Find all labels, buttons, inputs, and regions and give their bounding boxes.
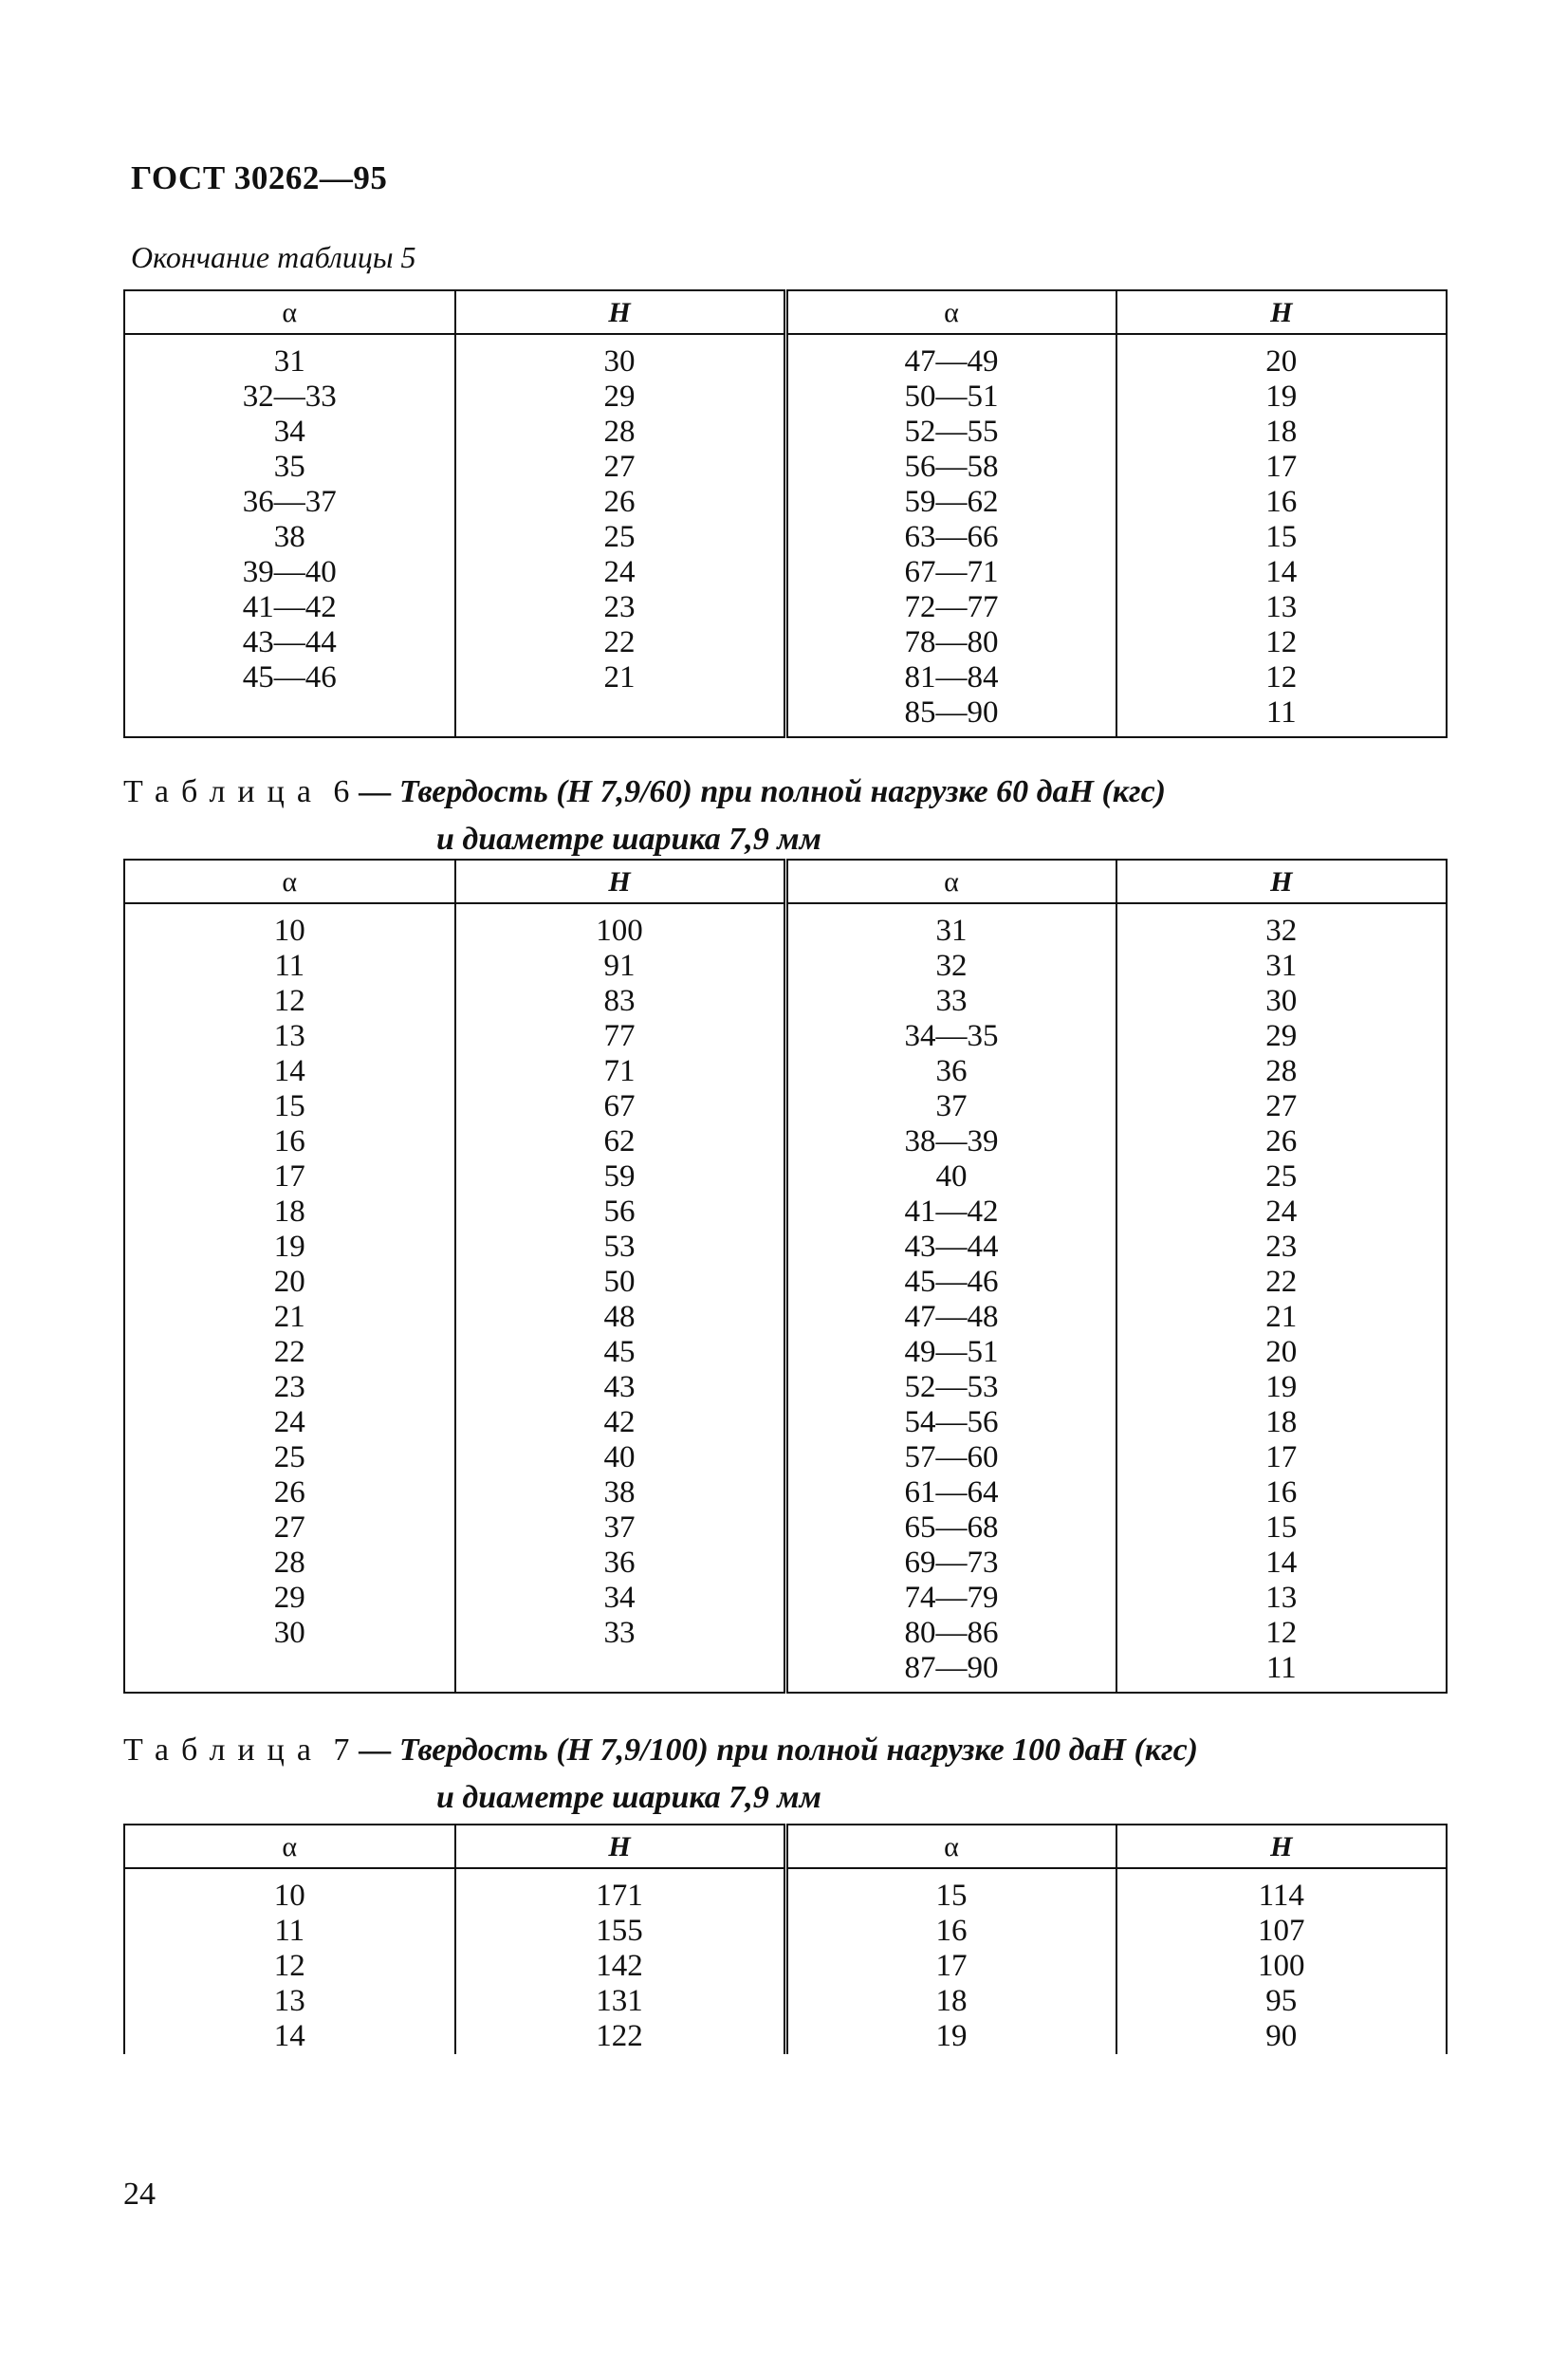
table-cell: 26 xyxy=(124,1475,455,1510)
table-row xyxy=(124,1914,1447,1949)
table-cell: 48 xyxy=(455,1300,786,1335)
table-row xyxy=(124,1370,1447,1405)
table-cell: 13 xyxy=(124,1984,455,2019)
table-cell: 15 xyxy=(1116,520,1448,555)
table-7 xyxy=(123,1824,1448,2054)
table-cell: 107 xyxy=(1116,1914,1448,1949)
column-header-alpha: α xyxy=(785,1825,1116,1868)
table-row xyxy=(124,380,1447,415)
table-cell: 114 xyxy=(1116,1868,1448,1914)
table-6 xyxy=(123,859,1448,1694)
table-cell: 13 xyxy=(1116,590,1448,625)
table-cell: 21 xyxy=(124,1300,455,1335)
table-cell: 38—39 xyxy=(785,1124,1116,1159)
table-cell: 31 xyxy=(124,334,455,380)
table-row xyxy=(124,1335,1447,1370)
table-cell: 24 xyxy=(455,555,786,590)
table-cell: 43 xyxy=(455,1370,786,1405)
table-row xyxy=(124,1195,1447,1230)
table-cell: 41—42 xyxy=(785,1195,1116,1230)
table-cell: 45—46 xyxy=(124,660,455,695)
table-cell: 41—42 xyxy=(124,590,455,625)
table-cell: 63—66 xyxy=(785,520,1116,555)
column-header-h: H xyxy=(1116,290,1448,334)
table-cell: 155 xyxy=(455,1914,786,1949)
table-cell: 56—58 xyxy=(785,450,1116,485)
column-header-h: H xyxy=(455,1825,786,1868)
table-cell: 30 xyxy=(455,334,786,380)
column-header-h: H xyxy=(455,860,786,903)
table-cell: 50 xyxy=(455,1265,786,1300)
table-row xyxy=(124,1124,1447,1159)
table-cell: 33 xyxy=(455,1616,786,1651)
table-cell: 17 xyxy=(1116,1440,1448,1475)
table-cell: 11 xyxy=(1116,695,1448,737)
column-header-alpha: α xyxy=(124,860,455,903)
table-title-line1: — Твердость (H 7,9/100) при полной нагрузке 100 даН (кгс) xyxy=(359,1732,1199,1768)
table-cell: 61—64 xyxy=(785,1475,1116,1510)
table-row xyxy=(124,625,1447,660)
table-row xyxy=(124,555,1447,590)
table-row xyxy=(124,903,1447,949)
table-cell: 25 xyxy=(1116,1159,1448,1195)
table-cell: 27 xyxy=(455,450,786,485)
table-cell: 31 xyxy=(785,903,1116,949)
table-row xyxy=(124,485,1447,520)
table-row xyxy=(124,1616,1447,1651)
table-cell: 36—37 xyxy=(124,485,455,520)
table-row xyxy=(124,949,1447,984)
table-cell: 87—90 xyxy=(785,1651,1116,1693)
table-number: 6 xyxy=(333,774,350,809)
table-row xyxy=(124,334,1447,380)
column-header-alpha: α xyxy=(785,860,1116,903)
table-cell: 16 xyxy=(1116,485,1448,520)
table-cell: 18 xyxy=(1116,1405,1448,1440)
table-cell: 19 xyxy=(1116,1370,1448,1405)
table-cell: 26 xyxy=(455,485,786,520)
table-cell: 62 xyxy=(455,1124,786,1159)
table-cell: 14 xyxy=(124,1054,455,1089)
table-cell: 32 xyxy=(1116,903,1448,949)
table-cell: 34—35 xyxy=(785,1019,1116,1054)
table-cell: 85—90 xyxy=(785,695,1116,737)
table-cell: 19 xyxy=(1116,380,1448,415)
table-cell: 37 xyxy=(785,1089,1116,1124)
table-continuation-caption: Окончание таблицы 5 xyxy=(131,240,416,274)
table-cell: 100 xyxy=(1116,1949,1448,1984)
table-row xyxy=(124,1019,1447,1054)
table-cell: 14 xyxy=(1116,1546,1448,1581)
table-cell: 53 xyxy=(455,1230,786,1265)
table-cell: 78—80 xyxy=(785,625,1116,660)
table-cell: 27 xyxy=(124,1510,455,1546)
table-cell: 59—62 xyxy=(785,485,1116,520)
table-7-caption xyxy=(123,1727,1198,1822)
column-header-h: H xyxy=(455,290,786,334)
table-cell: 23 xyxy=(124,1370,455,1405)
table-row xyxy=(124,590,1447,625)
table-cell: 36 xyxy=(455,1546,786,1581)
table-cell: 54—56 xyxy=(785,1405,1116,1440)
table-cell: 67—71 xyxy=(785,555,1116,590)
table-row xyxy=(124,1230,1447,1265)
table-row xyxy=(124,1581,1447,1616)
table-cell: 39—40 xyxy=(124,555,455,590)
table-cell: 12 xyxy=(1116,1616,1448,1651)
table-cell: 32—33 xyxy=(124,380,455,415)
table-cell: 49—51 xyxy=(785,1335,1116,1370)
standard-header: ГОСТ 30262—95 xyxy=(131,159,388,196)
table-cell: 14 xyxy=(1116,555,1448,590)
table-cell: 42 xyxy=(455,1405,786,1440)
table-cell: 16 xyxy=(124,1124,455,1159)
table-cell: 22 xyxy=(1116,1265,1448,1300)
table-cell: 26 xyxy=(1116,1124,1448,1159)
table-cell: 74—79 xyxy=(785,1581,1116,1616)
table-cell: 45 xyxy=(455,1335,786,1370)
table-5 xyxy=(123,289,1448,738)
table-cell xyxy=(455,1651,786,1693)
table-cell: 23 xyxy=(455,590,786,625)
table-row xyxy=(124,1651,1447,1693)
table-label: Таблица xyxy=(123,1732,323,1768)
column-header-alpha: α xyxy=(124,290,455,334)
table-cell: 25 xyxy=(455,520,786,555)
table-row xyxy=(124,1546,1447,1581)
table-cell: 37 xyxy=(455,1510,786,1546)
table-cell: 18 xyxy=(785,1984,1116,2019)
table-row xyxy=(124,1949,1447,1984)
table-cell: 69—73 xyxy=(785,1546,1116,1581)
table-cell: 47—48 xyxy=(785,1300,1116,1335)
table-cell: 22 xyxy=(455,625,786,660)
table-cell: 90 xyxy=(1116,2019,1448,2054)
table-cell: 40 xyxy=(455,1440,786,1475)
table-cell: 95 xyxy=(1116,1984,1448,2019)
table-cell: 14 xyxy=(124,2019,455,2054)
table-cell: 71 xyxy=(455,1054,786,1089)
table-cell: 10 xyxy=(124,1868,455,1914)
table-cell: 12 xyxy=(1116,625,1448,660)
table-cell: 10 xyxy=(124,903,455,949)
table-row xyxy=(124,1510,1447,1546)
table-cell: 15 xyxy=(1116,1510,1448,1546)
table-cell: 47—49 xyxy=(785,334,1116,380)
table-cell: 30 xyxy=(1116,984,1448,1019)
table-cell: 52—55 xyxy=(785,415,1116,450)
table-cell: 142 xyxy=(455,1949,786,1984)
column-header-h: H xyxy=(1116,1825,1448,1868)
table-cell: 52—53 xyxy=(785,1370,1116,1405)
table-cell: 81—84 xyxy=(785,660,1116,695)
table-cell: 16 xyxy=(785,1914,1116,1949)
table-row xyxy=(124,520,1447,555)
table-cell: 43—44 xyxy=(785,1230,1116,1265)
table-cell: 32 xyxy=(785,949,1116,984)
table-row xyxy=(124,1300,1447,1335)
table-title-line1: — Твердость (H 7,9/60) при полной нагрузке 60 даН (кгс) xyxy=(359,774,1167,809)
table-cell: 11 xyxy=(124,949,455,984)
table-cell: 29 xyxy=(455,380,786,415)
table-cell: 19 xyxy=(785,2019,1116,2054)
table-cell: 50—51 xyxy=(785,380,1116,415)
table-cell: 72—77 xyxy=(785,590,1116,625)
table-cell: 20 xyxy=(1116,334,1448,380)
table-row xyxy=(124,1405,1447,1440)
table-row xyxy=(124,450,1447,485)
table-cell: 171 xyxy=(455,1868,786,1914)
table-6-caption xyxy=(123,769,1166,863)
table-cell: 13 xyxy=(1116,1581,1448,1616)
table-cell: 20 xyxy=(1116,1335,1448,1370)
table-row xyxy=(124,1054,1447,1089)
table-cell: 131 xyxy=(455,1984,786,2019)
table-cell: 35 xyxy=(124,450,455,485)
table-cell: 19 xyxy=(124,1230,455,1265)
table-cell: 11 xyxy=(1116,1651,1448,1693)
table-cell: 16 xyxy=(1116,1475,1448,1510)
table-cell: 40 xyxy=(785,1159,1116,1195)
table-cell: 23 xyxy=(1116,1230,1448,1265)
table-cell: 38 xyxy=(455,1475,786,1510)
table-cell: 11 xyxy=(124,1914,455,1949)
table-cell: 45—46 xyxy=(785,1265,1116,1300)
table-cell: 83 xyxy=(455,984,786,1019)
table-cell: 12 xyxy=(124,1949,455,1984)
table-title-line2: и диаметре шарика 7,9 мм xyxy=(436,1780,821,1815)
table-cell: 27 xyxy=(1116,1089,1448,1124)
table-cell: 34 xyxy=(124,415,455,450)
table-cell: 29 xyxy=(124,1581,455,1616)
table-cell: 38 xyxy=(124,520,455,555)
table-cell: 28 xyxy=(124,1546,455,1581)
table-row xyxy=(124,984,1447,1019)
table-cell: 17 xyxy=(124,1159,455,1195)
table-cell: 67 xyxy=(455,1089,786,1124)
table-cell: 12 xyxy=(124,984,455,1019)
column-header-alpha: α xyxy=(785,290,1116,334)
table-cell: 43—44 xyxy=(124,625,455,660)
table-cell: 80—86 xyxy=(785,1616,1116,1651)
table-cell: 100 xyxy=(455,903,786,949)
table-cell: 20 xyxy=(124,1265,455,1300)
table-cell: 29 xyxy=(1116,1019,1448,1054)
table-cell: 18 xyxy=(1116,415,1448,450)
table-cell: 22 xyxy=(124,1335,455,1370)
table-cell: 122 xyxy=(455,2019,786,2054)
table-cell: 30 xyxy=(124,1616,455,1651)
table-cell xyxy=(124,695,455,737)
table-cell: 77 xyxy=(455,1019,786,1054)
table-cell xyxy=(124,1651,455,1693)
table-row xyxy=(124,1868,1447,1914)
table-cell: 28 xyxy=(1116,1054,1448,1089)
table-cell: 21 xyxy=(1116,1300,1448,1335)
table-cell: 57—60 xyxy=(785,1440,1116,1475)
table-row xyxy=(124,1475,1447,1510)
table-cell: 59 xyxy=(455,1159,786,1195)
table-cell: 17 xyxy=(1116,450,1448,485)
table-cell: 25 xyxy=(124,1440,455,1475)
table-cell: 31 xyxy=(1116,949,1448,984)
table-row xyxy=(124,1265,1447,1300)
page-number: 24 xyxy=(123,2177,156,2212)
table-label: Таблица xyxy=(123,774,323,809)
table-cell: 21 xyxy=(455,660,786,695)
table-row xyxy=(124,660,1447,695)
table-row xyxy=(124,1159,1447,1195)
table-row xyxy=(124,415,1447,450)
table-cell: 15 xyxy=(124,1089,455,1124)
table-cell: 12 xyxy=(1116,660,1448,695)
table-row xyxy=(124,1089,1447,1124)
table-cell xyxy=(455,695,786,737)
table-row xyxy=(124,2019,1447,2054)
column-header-alpha: α xyxy=(124,1825,455,1868)
table-cell: 36 xyxy=(785,1054,1116,1089)
column-header-h: H xyxy=(1116,860,1448,903)
table-cell: 18 xyxy=(124,1195,455,1230)
table-cell: 28 xyxy=(455,415,786,450)
table-cell: 24 xyxy=(1116,1195,1448,1230)
table-cell: 34 xyxy=(455,1581,786,1616)
table-cell: 65—68 xyxy=(785,1510,1116,1546)
table-cell: 33 xyxy=(785,984,1116,1019)
table-cell: 56 xyxy=(455,1195,786,1230)
table-cell: 17 xyxy=(785,1949,1116,1984)
table-row xyxy=(124,695,1447,737)
table-row xyxy=(124,1440,1447,1475)
table-title-line2: и диаметре шарика 7,9 мм xyxy=(436,822,821,857)
table-row xyxy=(124,1984,1447,2019)
table-cell: 15 xyxy=(785,1868,1116,1914)
table-cell: 91 xyxy=(455,949,786,984)
table-number: 7 xyxy=(333,1732,350,1768)
table-cell: 24 xyxy=(124,1405,455,1440)
table-cell: 13 xyxy=(124,1019,455,1054)
